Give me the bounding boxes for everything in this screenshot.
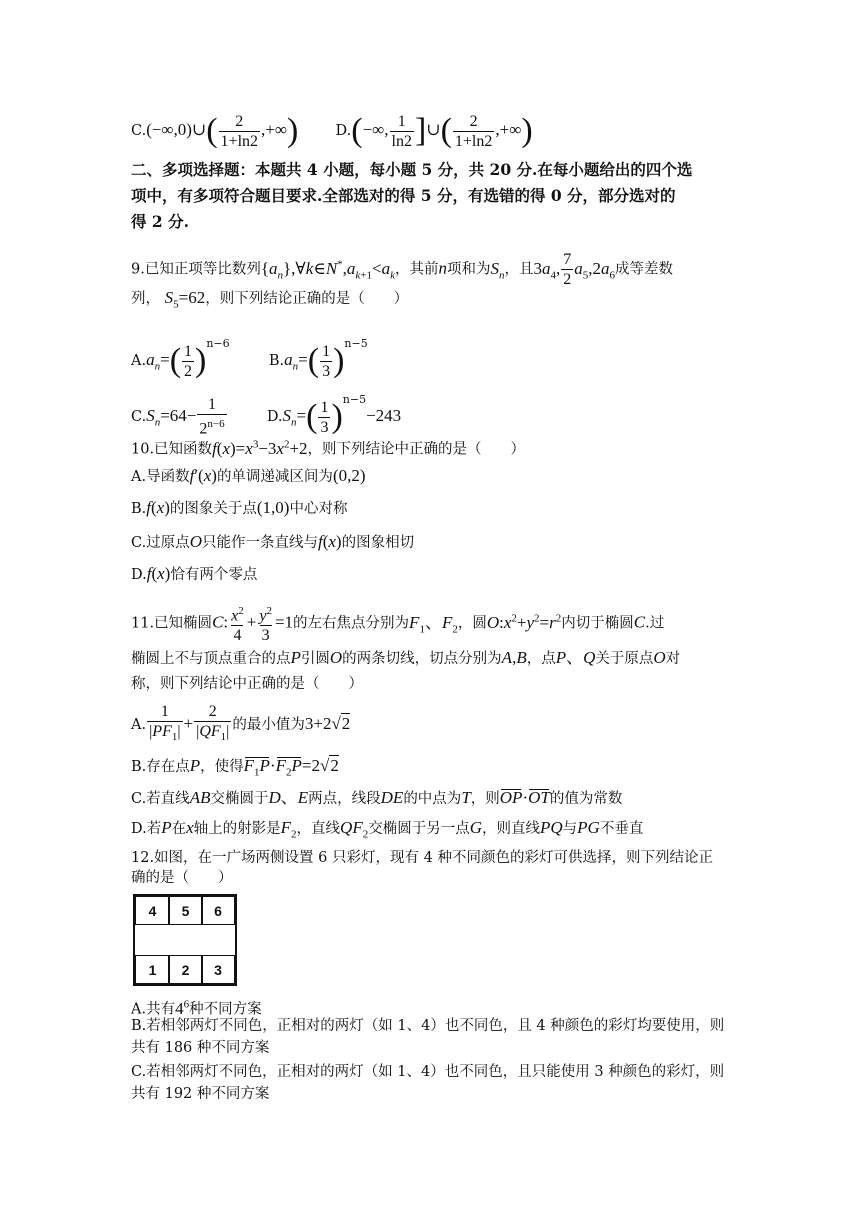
q9-options-cd: $C.S_n=64-$ $\frac{1}{2^{n-6}}$ $D.S_n=$( $\frac{1}{3}$ )$^{n-5}$−243 bbox=[131, 393, 402, 438]
q11-stem-line3: 称，则下列结论中正确的是（ ） bbox=[131, 676, 363, 692]
lamp-cell-3: 3 bbox=[201, 955, 235, 984]
q11-option-b: B.存在点P，使得$F_1P\cdot F_2P=2√2$ bbox=[131, 756, 339, 782]
lamp-cell-6: 6 bbox=[201, 896, 235, 925]
section2-heading-line2: 项中，有多项符合题目要求.全部选对的得 5 分，有选错的得 0 分，部分选对的 bbox=[131, 186, 676, 205]
q10-option-d: D.f(x)恰有两个零点 bbox=[131, 564, 258, 583]
lamp-cell-5: 5 bbox=[168, 896, 203, 925]
q12-stem-line2: 确的是（ ） bbox=[131, 870, 233, 886]
q8-option-c-label: C. bbox=[131, 123, 147, 139]
section2-heading-line3: 得 2 分. bbox=[131, 212, 189, 231]
q10-option-a: A.导函数f′(x)的单调递减区间为(0,2) bbox=[131, 466, 366, 485]
q9-stem-line2: 列， $S_5=62$，则下列结论正确的是（ ） bbox=[131, 288, 409, 311]
q12-option-b-line2: 共有 186 种不同方案 bbox=[131, 1040, 270, 1056]
q12-option-c-line2: 共有 192 种不同方案 bbox=[131, 1086, 270, 1102]
union-symbol: ∪ bbox=[191, 120, 207, 139]
lamp-cell-4: 4 bbox=[135, 896, 170, 925]
q9-stem-line1: 9.已知正项等比数列$\{a_n\},\forall k\in N^*,a_{k+1}<a_k$，其前n项和为$S_n$，且$3a_4$, $\frac{7}{2}$ $a_5,2a_6$成等差数 bbox=[131, 251, 674, 289]
q11-stem-line2: 椭圆上不与顶点重合的点P引圆O的两条切线，切点分别为A,B，点P、Q关于原点O对 bbox=[131, 648, 681, 667]
q8-option-c-plus-inf: ,+∞ bbox=[261, 120, 287, 139]
lamp-layout-figure bbox=[133, 894, 237, 986]
q11-option-d: D.若P在x轴上的射影是$F_2$，直线$QF_2$交椭圆于另一点G，则直线PQ与PG不垂直 bbox=[131, 818, 644, 841]
q8-option-d-minus-inf: −∞, bbox=[362, 120, 389, 139]
lamp-cell-1: 1 bbox=[135, 955, 170, 984]
q11-option-c: C.若直线AB交椭圆于D、E两点，线段DE的中点为T，则OP·OT的值为常数 bbox=[131, 788, 623, 807]
q12-stem-line1: 12.如图，在一广场两侧设置 6 只彩灯，现有 4 种不同颜色的彩灯可供选择，则下列结论正 bbox=[131, 850, 713, 866]
q12-option-a: A.共有$4^6$种不同方案 bbox=[131, 998, 262, 1018]
lamp-cell-2: 2 bbox=[168, 955, 203, 984]
q10-option-b: B.f(x)的图象关于点(1,0)中心对称 bbox=[131, 498, 348, 517]
q8-option-c-fraction: $\frac{2}{1+\ln 2}$ bbox=[220, 112, 259, 150]
q8-options-line: C.(−∞,0)∪( $\frac{2}{1+\ln 2}$ ,+∞) D.(−∞, $\frac{1}{\ln 2}$ ]∪( $\frac{2}{1+\ln 2}$ ,+∞) bbox=[131, 112, 533, 150]
q12-option-c-line1: C.若相邻两灯不同色，正相对的两灯（如 1、4）也不同色，且只能使用 3 种颜色的彩灯，则 bbox=[131, 1064, 725, 1080]
q8-option-d-fraction: $\frac{1}{\ln 2}$ bbox=[391, 112, 412, 150]
q8-option-d-fraction-2: $\frac{2}{1+\ln 2}$ bbox=[454, 112, 493, 150]
q11-stem-line1: 11.已知椭圆C: $\frac{x^2}{4}$ + $\frac{y^2}{3}$ =1的左右焦点分别为$F_1$、$F_2$，圆$O:x^2+y^2=r^2$内切于椭圆C.过 bbox=[131, 605, 665, 645]
q8-option-c-interval: (−∞,0) bbox=[146, 120, 192, 139]
q12-option-b-line1: B.若相邻两灯不同色，正相对的两灯（如 1、4）也不同色，且 4 种颜色的彩灯均要使用，则 bbox=[131, 1018, 725, 1034]
section2-heading-line1: 二、多项选择题：本题共 4 小题，每小题 5 分，共 20 分.在每小题给出的四个选 bbox=[131, 160, 693, 179]
q9-options-ab: $A.a_n=$( $\frac{1}{2}$ )$^{n-6}$ $B.a_n=$( $\frac{1}{3}$ )$^{n-5}$ bbox=[131, 337, 368, 380]
q11-option-a: A. $\frac{1}{|PF_1|}$ + $\frac{2}{|QF_1|}$ 的最小值为3+2√2 bbox=[131, 702, 350, 746]
q8-option-d-label: D. bbox=[335, 123, 352, 139]
q10-option-c: C.过原点O只能作一条直线与f(x)的图象相切 bbox=[131, 532, 415, 551]
q10-stem: 10.已知函数$f(x)=x^3-3x^2+2$，则下列结论中正确的是（ ） bbox=[131, 438, 526, 458]
